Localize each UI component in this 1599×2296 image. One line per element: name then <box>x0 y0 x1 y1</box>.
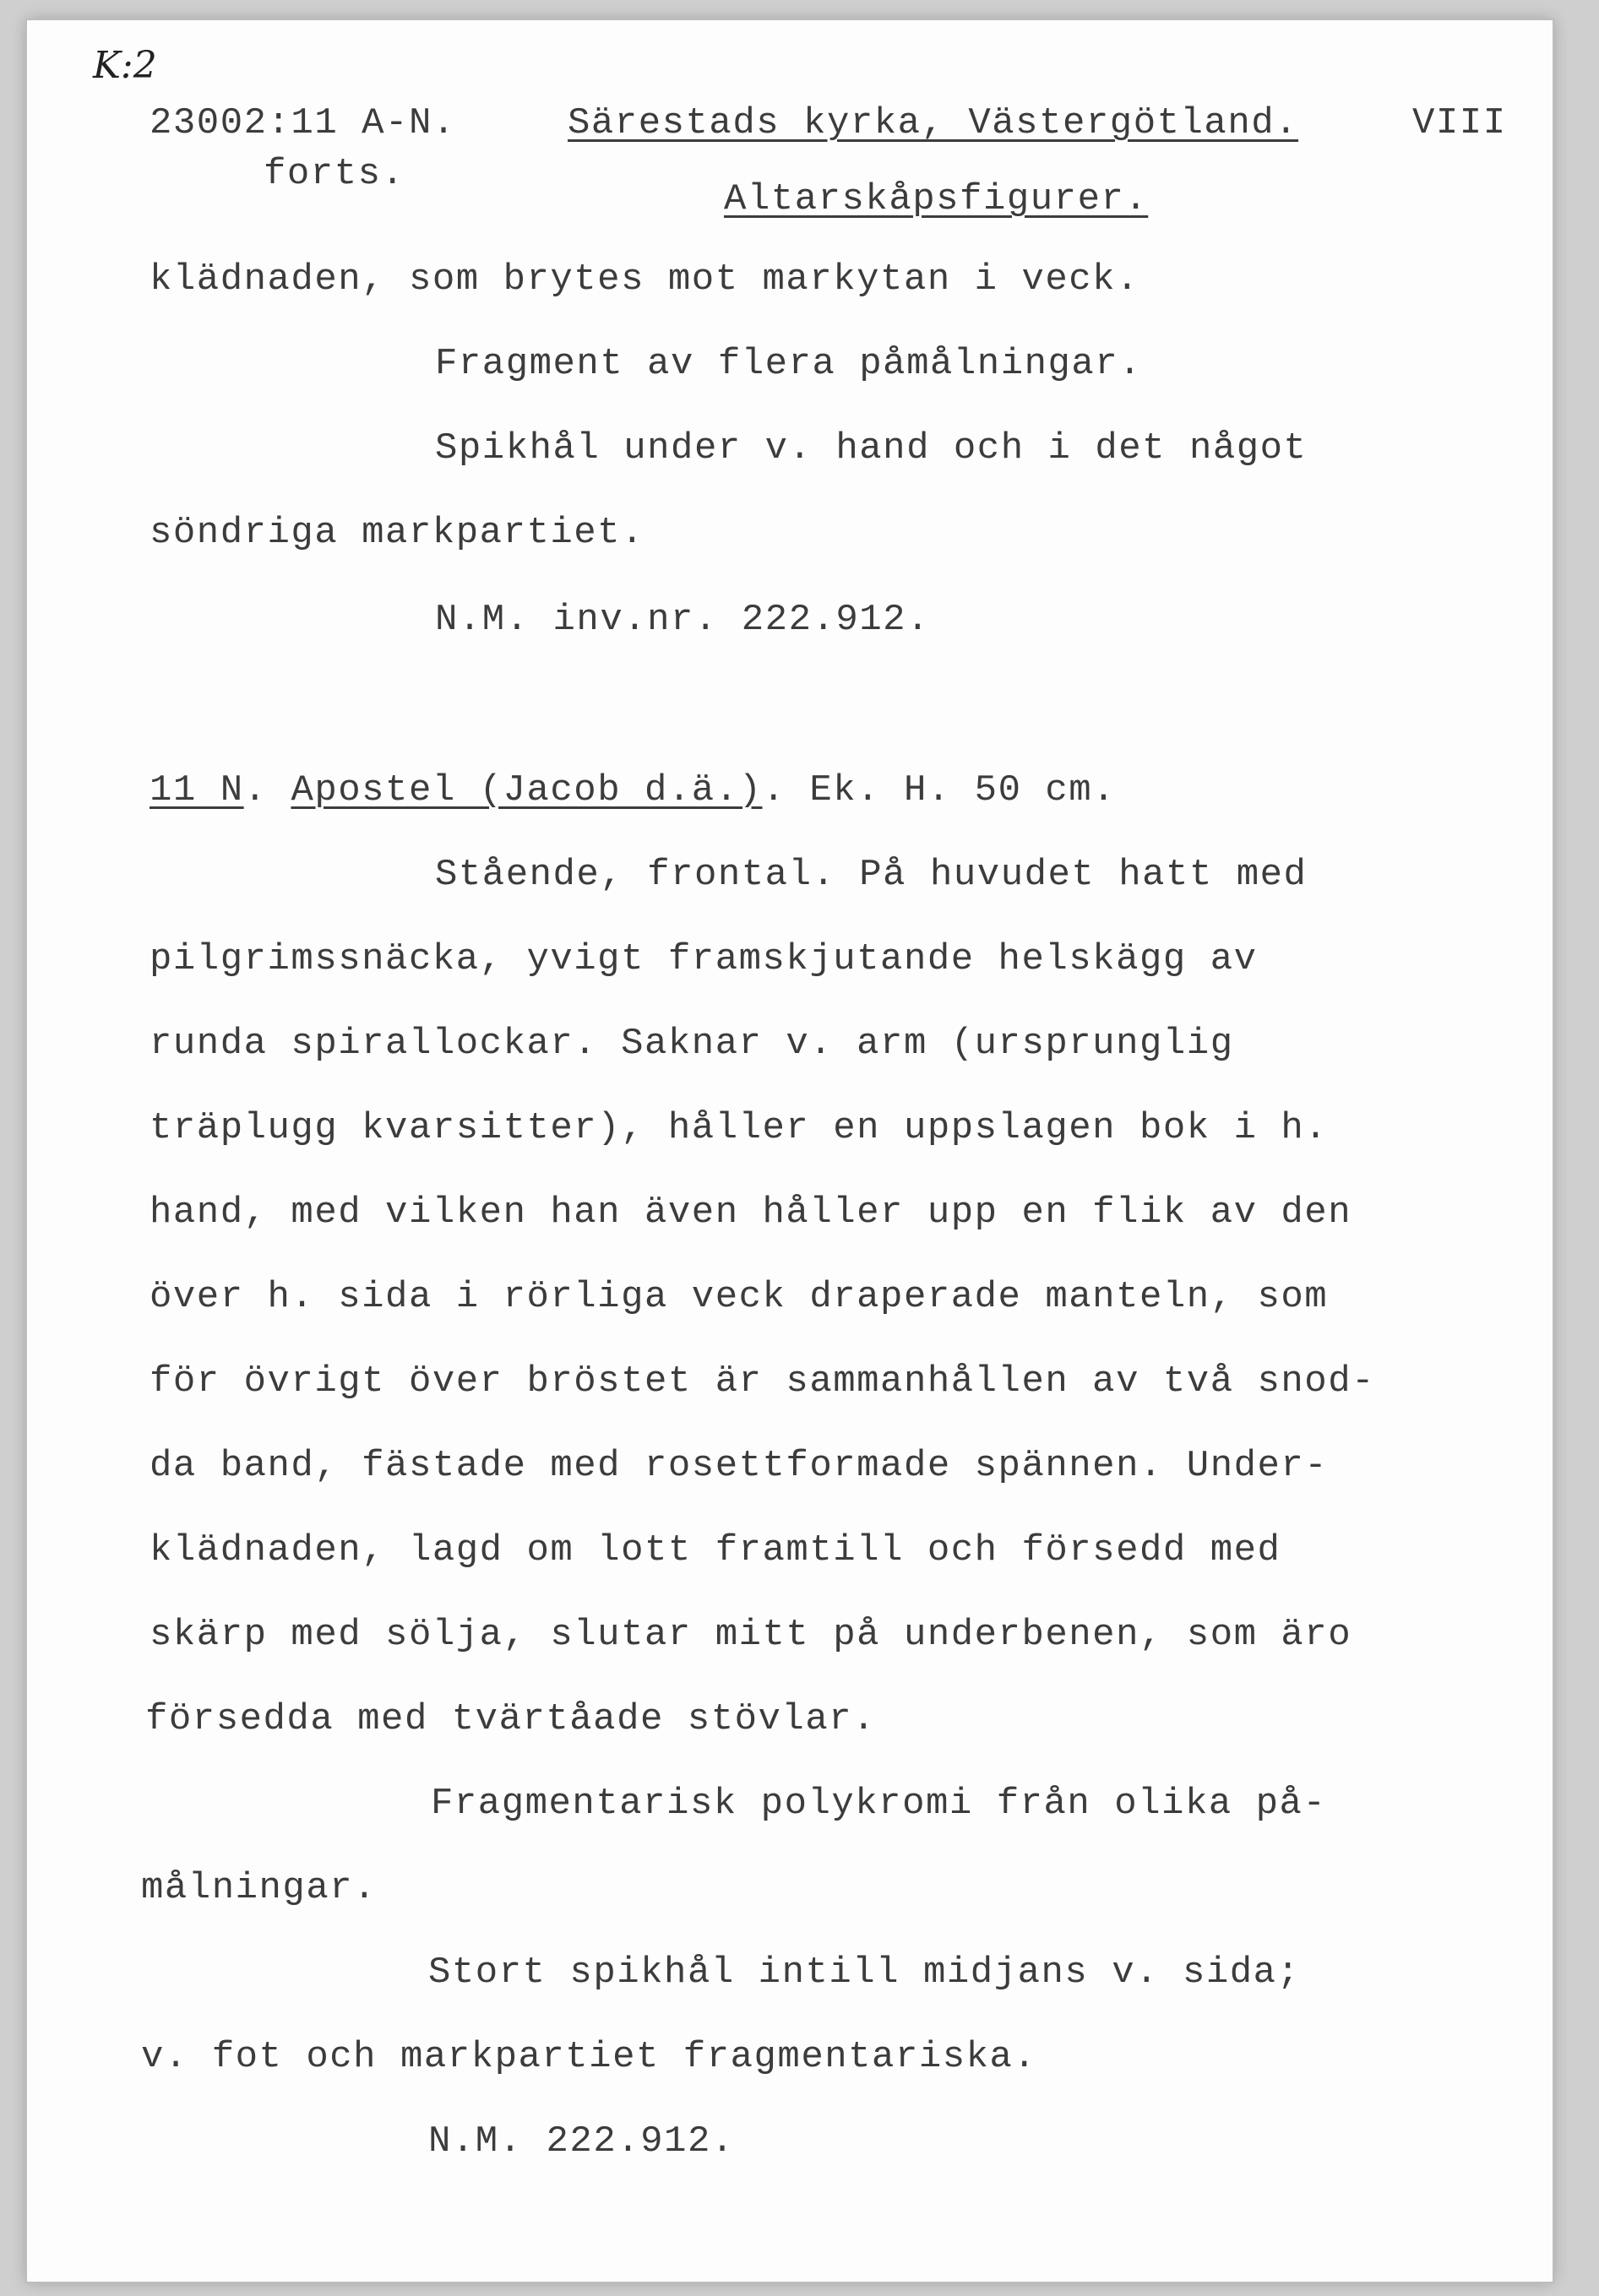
catalog-number: 23002:11 A-N. <box>150 102 456 144</box>
body-line: v. fot och markpartiet fragmentariska. <box>141 2036 1037 2078</box>
intro-line: söndriga markpartiet. <box>150 512 644 554</box>
body-line: Stående, frontal. På huvudet hatt med <box>435 854 1308 896</box>
entry-number: 11 N <box>150 769 244 811</box>
intro-line: klädnaden, som brytes mot markytan i veck. <box>150 258 1139 301</box>
entry-number-suffix: . <box>243 769 268 811</box>
inventory-number: N.M. inv.nr. 222.912. <box>435 599 930 641</box>
entry-title: Apostel (Jacob d.ä.) <box>291 769 763 811</box>
intro-line: Fragment av flera påmålningar. <box>435 343 1143 385</box>
body-line: träplugg kvarsitter), håller en uppslagen bok i h. <box>150 1107 1329 1149</box>
body-line: skärp med sölja, slutar mitt på underbenen, som äro <box>150 1614 1352 1656</box>
intro-line: Spikhål under v. hand och i det något <box>435 427 1308 470</box>
body-line: pilgrimssnäcka, yvigt framskjutande helskägg av <box>150 938 1258 980</box>
entry-details: . Ek. H. 50 cm. <box>762 769 1117 811</box>
body-line: da band, fästade med rosettformade spännen. Under- <box>150 1445 1329 1487</box>
location-title: Särestads kyrka, Västergötland. <box>568 102 1299 144</box>
body-line: klädnaden, lagd om lott framtill och försedd med <box>150 1529 1281 1571</box>
handwritten-note: K:2 <box>93 44 157 87</box>
body-line: Stort spikhål intill midjans v. sida; <box>428 1951 1301 1994</box>
body-line: runda spirallockar. Saknar v. arm (ursprunglig <box>150 1023 1234 1065</box>
subject-title: Altarskåpsfigurer. <box>724 178 1149 220</box>
roman-numeral: VIII <box>1412 102 1507 144</box>
inventory-number: N.M. 222.912. <box>428 2120 735 2163</box>
body-line: försedda med tvärtåade stövlar. <box>145 1698 877 1740</box>
body-line: Fragmentarisk polykromi från olika på- <box>431 1783 1327 1825</box>
entry-heading <box>150 769 1117 811</box>
index-card <box>27 20 1553 2282</box>
body-line: för övrigt över bröstet är sammanhållen av två snod- <box>150 1360 1376 1403</box>
body-line: målningar. <box>141 1867 378 1909</box>
continued-label: forts. <box>264 153 405 195</box>
body-line: över h. sida i rörliga veck draperade manteln, som <box>150 1276 1329 1318</box>
body-line: hand, med vilken han även håller upp en flik av den <box>150 1191 1352 1234</box>
